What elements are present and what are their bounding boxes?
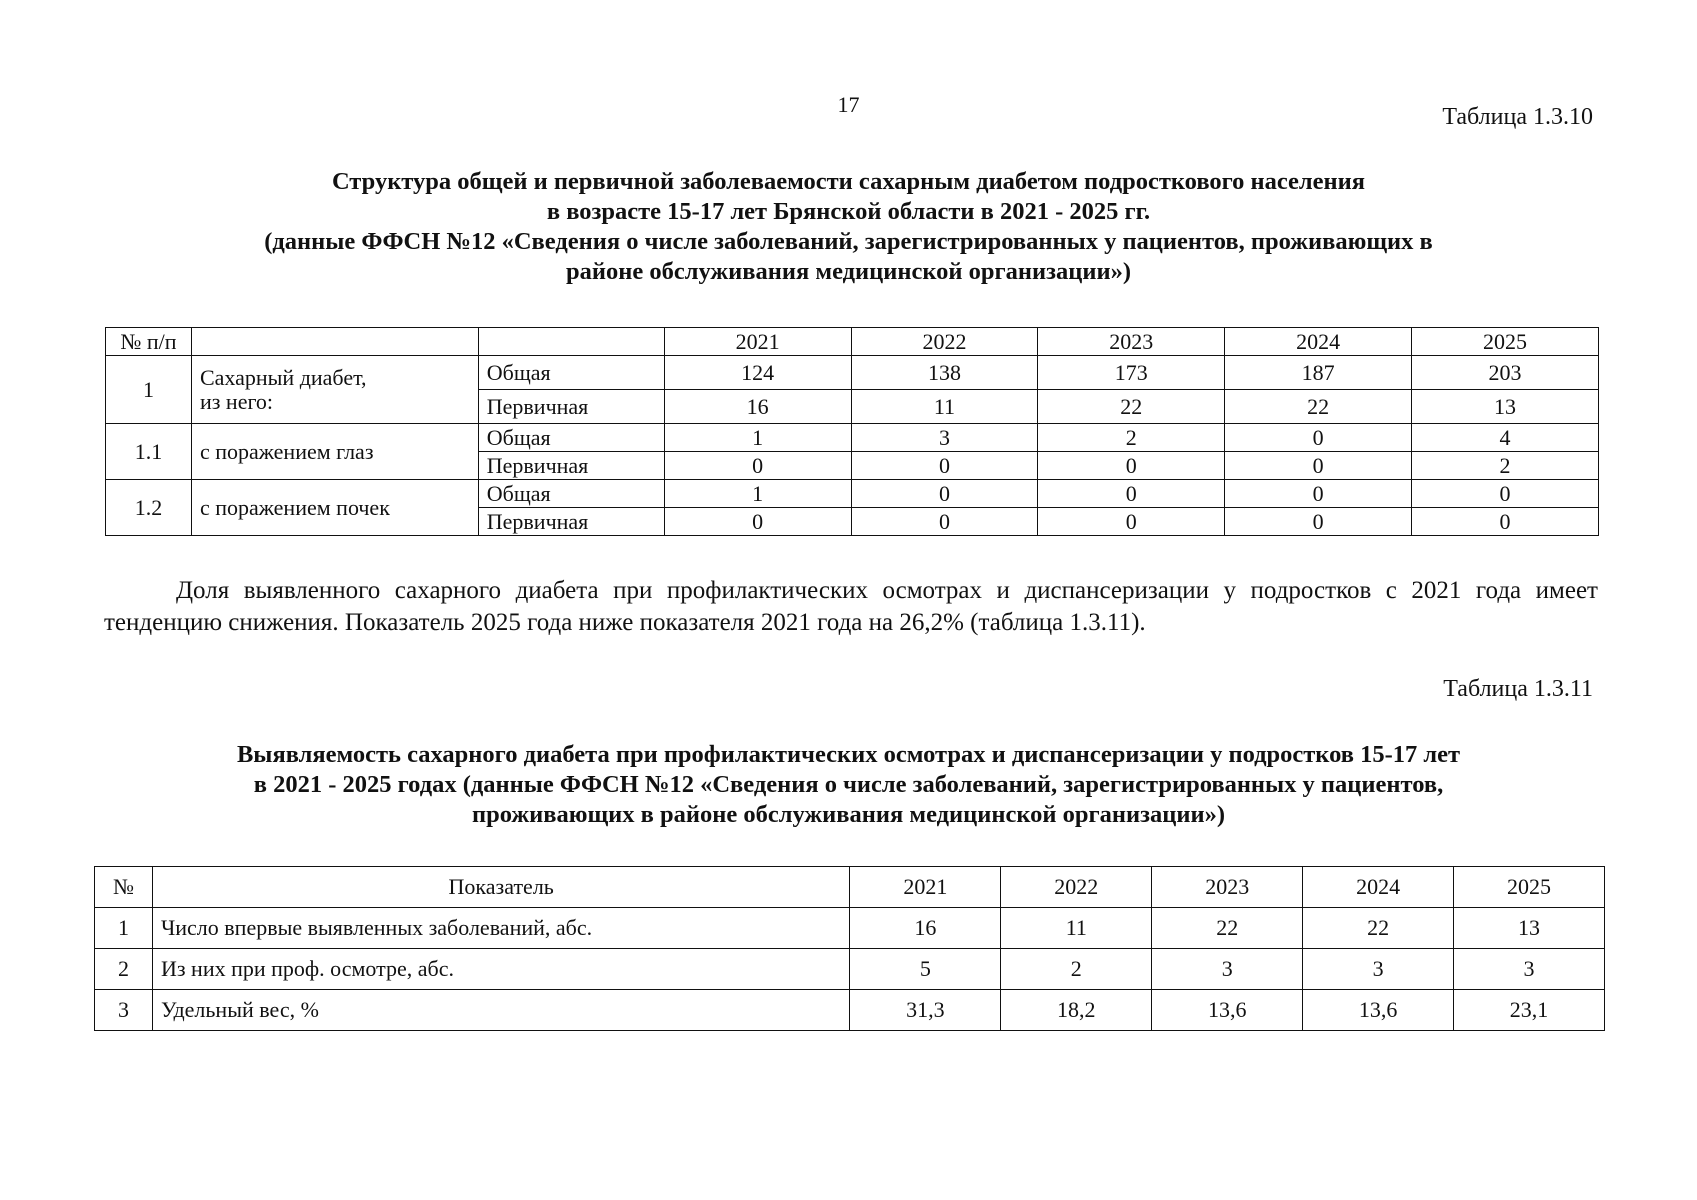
value-cell: 0 [851,480,1038,508]
row-number: 3 [95,990,153,1031]
table1-title-line: в возрасте 15-17 лет Брянской области в 2021 - 2025 гг. [546,198,1151,225]
table2-title [100,740,1597,830]
table2-title-line: в 2021 - 2025 годах (данные ФФСН №12 «Сведения о числе заболеваний, зарегистрированных у пациентов, [253,771,1444,798]
row-type: Первичная [478,390,664,424]
header-cell-year: 2024 [1303,867,1454,908]
table1-title-line: (данные ФФСН №12 «Сведения о числе заболеваний, зарегистрированных у пациентов, проживающих в [264,228,1433,255]
row-type: Общая [478,424,664,452]
value-cell: 0 [1412,508,1599,536]
table-row [106,480,1599,508]
value-cell: 173 [1038,356,1225,390]
header-cell-year: 2021 [664,328,851,356]
value-cell: 1 [664,480,851,508]
row-indicator: Число впервые выявленных заболеваний, абс. [152,908,849,949]
row-type: Первичная [478,452,664,480]
value-cell: 124 [664,356,851,390]
value-cell: 3 [1152,949,1303,990]
value-cell: 0 [1225,480,1412,508]
table-row [106,424,1599,452]
row-number: 1 [95,908,153,949]
header-cell-year: 2025 [1454,867,1605,908]
header-cell-year: 2023 [1152,867,1303,908]
value-cell: 13,6 [1303,990,1454,1031]
table-row [95,990,1605,1031]
header-cell-year: 2024 [1225,328,1412,356]
table1-header-row [106,328,1599,356]
table1 [105,327,1599,536]
row-indicator: Удельный вес, % [152,990,849,1031]
value-cell: 13 [1412,390,1599,424]
value-cell: 23,1 [1454,990,1605,1031]
value-cell: 22 [1038,390,1225,424]
value-cell: 0 [1038,452,1225,480]
row-type: Общая [478,480,664,508]
row-number: 2 [95,949,153,990]
value-cell: 31,3 [850,990,1001,1031]
header-cell-year: 2023 [1038,328,1225,356]
table2-title-line: проживающих в районе обслуживания медицинской организации») [472,801,1225,828]
value-cell: 2 [1412,452,1599,480]
value-cell: 0 [1038,480,1225,508]
row-indicator: Из них при проф. осмотре, абс. [152,949,849,990]
table-row [106,356,1599,390]
table1-title-line: Структура общей и первичной заболеваемости сахарным диабетом подросткового населения [331,168,1366,195]
value-cell: 0 [1225,452,1412,480]
value-cell: 3 [1454,949,1605,990]
value-cell: 13,6 [1152,990,1303,1031]
value-cell: 16 [664,390,851,424]
row-name: с поражением глаз [191,424,478,480]
row-number: 1.1 [106,424,192,480]
table1-title-line: районе обслуживания медицинской организации») [566,258,1131,285]
table1-title [100,167,1597,287]
body-paragraph [104,575,1598,639]
value-cell: 2 [1038,424,1225,452]
value-cell: 4 [1412,424,1599,452]
value-cell: 22 [1225,390,1412,424]
table2-title-line: Выявляемость сахарного диабета при профилактических осмотрах и диспансеризации у подростков 15-17 лет [236,741,1461,768]
row-number: 1.2 [106,480,192,536]
value-cell: 187 [1225,356,1412,390]
value-cell: 0 [664,452,851,480]
header-cell-num: № [95,867,153,908]
header-cell-empty [191,328,478,356]
header-cell-year: 2022 [851,328,1038,356]
value-cell: 138 [851,356,1038,390]
header-cell-empty [478,328,664,356]
value-cell: 0 [1412,480,1599,508]
value-cell: 13 [1454,908,1605,949]
row-name [191,356,478,424]
value-cell: 0 [1225,424,1412,452]
header-cell-year: 2021 [850,867,1001,908]
row-name: с поражением почек [191,480,478,536]
value-cell: 18,2 [1001,990,1152,1031]
row-name-line: из него: [199,388,274,414]
value-cell: 11 [851,390,1038,424]
row-name-line: Сахарный диабет, [199,364,367,390]
value-cell: 0 [851,452,1038,480]
row-number: 1 [106,356,192,424]
row-type: Общая [478,356,664,390]
value-cell: 22 [1303,908,1454,949]
header-cell-num: № п/п [106,328,192,356]
table2-header-row [95,867,1605,908]
value-cell: 3 [851,424,1038,452]
page-number: 17 [837,92,860,117]
value-cell: 16 [850,908,1001,949]
table-row [95,949,1605,990]
table1-label: Таблица 1.3.10 [1442,104,1593,130]
header-cell-indicator: Показатель [152,867,849,908]
body-paragraph-text: Доля выявленного сахарного диабета при профилактических осмотрах и диспансеризации у подростков с 2021 года имеет тенденцию снижения. Показатель 2025 года ниже показателя 2021 года на 26,2% (таблица 1.3.11). [104,577,1598,636]
table-row [95,908,1605,949]
value-cell: 1 [664,424,851,452]
value-cell: 0 [851,508,1038,536]
value-cell: 11 [1001,908,1152,949]
value-cell: 22 [1152,908,1303,949]
header-cell-year: 2025 [1412,328,1599,356]
table2 [94,866,1605,1031]
value-cell: 203 [1412,356,1599,390]
value-cell: 2 [1001,949,1152,990]
value-cell: 5 [850,949,1001,990]
value-cell: 3 [1303,949,1454,990]
value-cell: 0 [664,508,851,536]
header-cell-year: 2022 [1001,867,1152,908]
table2-label: Таблица 1.3.11 [1443,676,1593,702]
value-cell: 0 [1225,508,1412,536]
value-cell: 0 [1038,508,1225,536]
row-type: Первичная [478,508,664,536]
